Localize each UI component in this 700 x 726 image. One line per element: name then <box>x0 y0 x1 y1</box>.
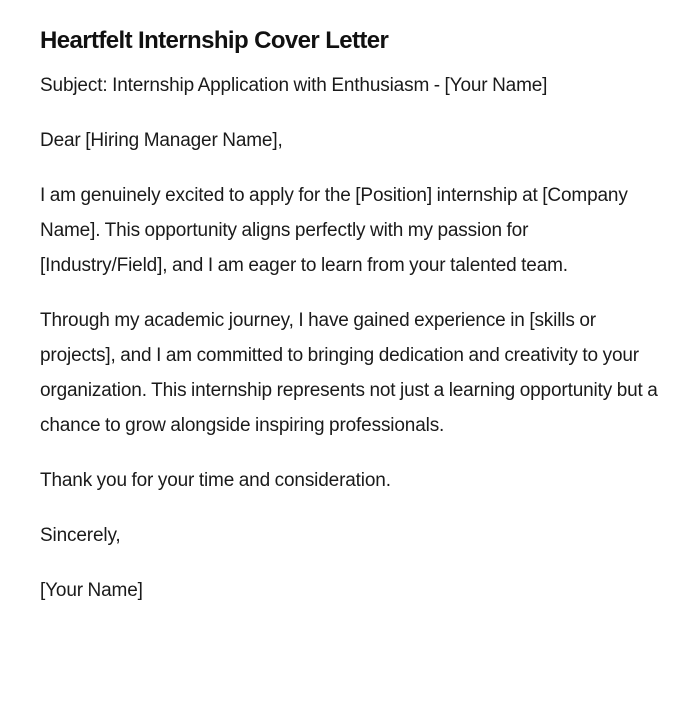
document-title: Heartfelt Internship Cover Letter <box>40 27 389 54</box>
body-paragraph-2: Through my academic journey, I have gained experience in [skills or projects], and I am committed to bringing dedication and creativity to your organization. This internship represents not just a learning opportunity but a chance to grow alongside inspiring professionals. <box>40 310 658 436</box>
salutation: Dear [Hiring Manager Name], <box>40 130 283 151</box>
body-paragraph-1: I am genuinely excited to apply for the [Position] internship at [Company Name]. This opportunity aligns perfectly with my passion for [Industry/Field], and I am eager to learn from your talented team. <box>40 185 628 276</box>
subject-line: Subject: Internship Application with Enthusiasm - [Your Name] <box>40 75 548 96</box>
sign-off: Sincerely, <box>40 525 121 546</box>
closing-line: Thank you for your time and consideration. <box>40 470 391 491</box>
signature: [Your Name] <box>40 580 143 601</box>
